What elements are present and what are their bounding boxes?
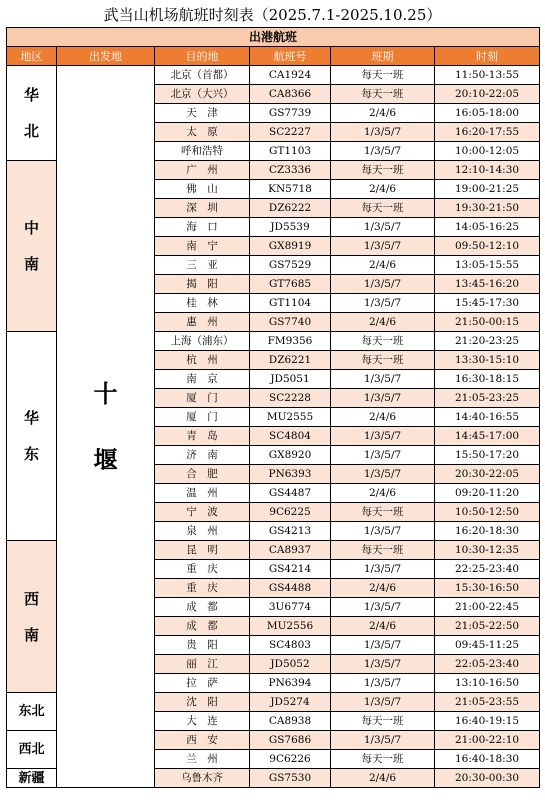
schedule-days-cell: 1/3/5/7 <box>331 218 435 237</box>
destination-cell: 兰 州 <box>155 750 250 769</box>
schedule-days-cell: 1/3/5/7 <box>331 598 435 617</box>
flight-number-cell: CA1924 <box>250 66 331 85</box>
region-cell <box>7 769 57 788</box>
region-cell <box>7 693 57 731</box>
destination-cell: 乌鲁木齐 <box>155 769 250 788</box>
schedule-days-cell: 1/3/5/7 <box>331 427 435 446</box>
region-label: 南 <box>23 255 39 273</box>
destination-cell: 南 京 <box>155 370 250 389</box>
time-cell: 13:10-16:50 <box>435 674 540 693</box>
destination-cell: 沈 阳 <box>155 693 250 712</box>
destination-cell: 泉 州 <box>155 522 250 541</box>
header-schedule-days: 班期 <box>331 47 435 66</box>
time-cell: 16:05-18:00 <box>435 104 540 123</box>
time-cell: 22:05-23:40 <box>435 655 540 674</box>
destination-cell: 温 州 <box>155 484 250 503</box>
flight-number-cell: MU2555 <box>250 408 331 427</box>
flight-number-cell: KN5718 <box>250 180 331 199</box>
time-cell: 15:50-17:20 <box>435 446 540 465</box>
region-cell <box>7 731 57 769</box>
time-cell: 16:40-18:30 <box>435 750 540 769</box>
time-cell: 15:45-17:30 <box>435 294 540 313</box>
time-cell: 09:50-12:10 <box>435 237 540 256</box>
time-cell: 13:45-16:20 <box>435 275 540 294</box>
destination-cell: 厦 门 <box>155 389 250 408</box>
destination-cell: 南 宁 <box>155 237 250 256</box>
flight-number-cell: JD5051 <box>250 370 331 389</box>
destination-cell: 拉 萨 <box>155 674 250 693</box>
schedule-days-cell: 1/3/5/7 <box>331 237 435 256</box>
flight-number-cell: GS7740 <box>250 313 331 332</box>
flight-number-cell: GS7529 <box>250 256 331 275</box>
schedule-days-cell: 2/4/6 <box>331 769 435 788</box>
flight-number-cell: CZ3336 <box>250 161 331 180</box>
time-cell: 22:25-23:40 <box>435 560 540 579</box>
departures-band: 出港航班 <box>7 28 540 47</box>
region-label: 东 <box>23 445 39 463</box>
header-origin: 出发地 <box>57 47 155 66</box>
schedule-days-cell: 2/4/6 <box>331 180 435 199</box>
schedule-days-cell: 1/3/5/7 <box>331 465 435 484</box>
flight-number-cell: GT1104 <box>250 294 331 313</box>
flight-number-cell: GT1103 <box>250 142 331 161</box>
time-cell: 21:50-00:15 <box>435 313 540 332</box>
destination-cell: 北京（首都） <box>155 66 250 85</box>
header-row <box>7 47 540 66</box>
region-cell <box>7 161 57 332</box>
schedule-days-cell: 1/3/5/7 <box>331 522 435 541</box>
flight-number-cell: 9C6225 <box>250 503 331 522</box>
flight-number-cell: CA8937 <box>250 541 331 560</box>
schedule-days-cell: 2/4/6 <box>331 408 435 427</box>
time-cell: 16:20-18:30 <box>435 522 540 541</box>
destination-cell: 西 安 <box>155 731 250 750</box>
flight-number-cell: GS4213 <box>250 522 331 541</box>
destination-cell: 贵 阳 <box>155 636 250 655</box>
destination-cell: 桂 林 <box>155 294 250 313</box>
flight-number-cell: GS4488 <box>250 579 331 598</box>
time-cell: 21:05-23:25 <box>435 389 540 408</box>
schedule-days-cell: 1/3/5/7 <box>331 294 435 313</box>
destination-cell: 广 州 <box>155 161 250 180</box>
header-destination: 目的地 <box>155 47 250 66</box>
page-title: 武当山机场航班时刻表（2025.7.1-2025.10.25） <box>103 6 442 24</box>
destination-cell: 昆 明 <box>155 541 250 560</box>
destination-cell: 宁 波 <box>155 503 250 522</box>
time-cell: 14:45-17:00 <box>435 427 540 446</box>
flight-number-cell: DZ6222 <box>250 199 331 218</box>
flight-number-cell: PN6393 <box>250 465 331 484</box>
schedule-days-cell: 2/4/6 <box>331 579 435 598</box>
origin-cell <box>57 66 155 788</box>
region-cell <box>7 66 57 161</box>
time-cell: 10:50-12:50 <box>435 503 540 522</box>
time-cell: 21:05-23:55 <box>435 693 540 712</box>
schedule-days-cell: 1/3/5/7 <box>331 123 435 142</box>
destination-cell: 北京（大兴） <box>155 85 250 104</box>
region-label: 西北 <box>18 742 45 757</box>
schedule-days-cell: 每天一班 <box>331 351 435 370</box>
destination-cell: 三 亚 <box>155 256 250 275</box>
schedule-days-cell: 每天一班 <box>331 332 435 351</box>
time-cell: 10:30-12:35 <box>435 541 540 560</box>
flight-number-cell: GX8919 <box>250 237 331 256</box>
flight-number-cell: GS4487 <box>250 484 331 503</box>
schedule-days-cell: 2/4/6 <box>331 104 435 123</box>
time-cell: 21:20-23:25 <box>435 332 540 351</box>
region-label: 北 <box>23 122 39 140</box>
destination-cell: 成 都 <box>155 617 250 636</box>
region-label: 华 <box>23 409 39 427</box>
time-cell: 14:40-16:55 <box>435 408 540 427</box>
flight-number-cell: PN6394 <box>250 674 331 693</box>
destination-cell: 青 岛 <box>155 427 250 446</box>
destination-cell: 太 原 <box>155 123 250 142</box>
time-cell: 16:30-18:15 <box>435 370 540 389</box>
flight-number-cell: GX8920 <box>250 446 331 465</box>
schedule-days-cell: 1/3/5/7 <box>331 560 435 579</box>
time-cell: 12:10-14:30 <box>435 161 540 180</box>
flight-number-cell: JD5274 <box>250 693 331 712</box>
time-cell: 10:00-12:05 <box>435 142 540 161</box>
schedule-days-cell: 2/4/6 <box>331 617 435 636</box>
time-cell: 13:30-15:10 <box>435 351 540 370</box>
schedule-days-cell: 每天一班 <box>331 199 435 218</box>
time-cell: 16:40-19:15 <box>435 712 540 731</box>
origin-label: 十 <box>93 378 118 408</box>
schedule-days-cell: 1/3/5/7 <box>331 446 435 465</box>
time-cell: 13:05-15:55 <box>435 256 540 275</box>
destination-cell: 丽 江 <box>155 655 250 674</box>
flight-number-cell: SC4804 <box>250 427 331 446</box>
schedule-days-cell: 2/4/6 <box>331 256 435 275</box>
region-label: 中 <box>23 219 39 237</box>
destination-cell: 大 连 <box>155 712 250 731</box>
destination-cell: 重 庆 <box>155 560 250 579</box>
schedule-days-cell: 每天一班 <box>331 85 435 104</box>
time-cell: 11:50-13:55 <box>435 66 540 85</box>
schedule-days-cell: 每天一班 <box>331 503 435 522</box>
flight-number-cell: GS7530 <box>250 769 331 788</box>
destination-cell: 天 津 <box>155 104 250 123</box>
flight-number-cell: GT7685 <box>250 275 331 294</box>
time-cell: 20:10-22:05 <box>435 85 540 104</box>
region-label: 西 <box>23 589 39 608</box>
flight-number-cell: 9C6226 <box>250 750 331 769</box>
flight-number-cell: SC4803 <box>250 636 331 655</box>
region-label: 新疆 <box>18 770 45 786</box>
schedule-days-cell: 1/3/5/7 <box>331 655 435 674</box>
flight-number-cell: GS4214 <box>250 560 331 579</box>
schedule-days-cell: 1/3/5/7 <box>331 389 435 408</box>
destination-cell: 揭 阳 <box>155 275 250 294</box>
schedule-days-cell: 每天一班 <box>331 66 435 85</box>
schedule-days-cell: 2/4/6 <box>331 484 435 503</box>
flight-number-cell: 3U6774 <box>250 598 331 617</box>
time-cell: 16:20-17:55 <box>435 123 540 142</box>
schedule-days-cell: 2/4/6 <box>331 313 435 332</box>
time-cell: 20:30-00:30 <box>435 769 540 788</box>
region-cell <box>7 332 57 541</box>
flight-number-cell: GS7739 <box>250 104 331 123</box>
schedule-days-cell: 1/3/5/7 <box>331 275 435 294</box>
header-region: 地区 <box>7 47 57 66</box>
flight-number-cell: CA8938 <box>250 712 331 731</box>
time-cell: 09:45-11:25 <box>435 636 540 655</box>
table-row <box>7 66 540 85</box>
time-cell: 15:30-16:50 <box>435 579 540 598</box>
region-label: 南 <box>23 625 39 644</box>
flight-number-cell: MU2556 <box>250 617 331 636</box>
time-cell: 21:05-22:50 <box>435 617 540 636</box>
flight-number-cell: SC2227 <box>250 123 331 142</box>
schedule-days-cell: 1/3/5/7 <box>331 142 435 161</box>
destination-cell: 厦 门 <box>155 408 250 427</box>
flight-number-cell: GS7686 <box>250 731 331 750</box>
region-label: 东北 <box>18 704 45 719</box>
schedule-days-cell: 1/3/5/7 <box>331 636 435 655</box>
time-cell: 19:30-21:50 <box>435 199 540 218</box>
timetable <box>6 27 540 788</box>
destination-cell: 海 口 <box>155 218 250 237</box>
destination-cell: 重 庆 <box>155 579 250 598</box>
header-flight-number: 航班号 <box>250 47 331 66</box>
destination-cell: 惠 州 <box>155 313 250 332</box>
time-cell: 21:00-22:45 <box>435 598 540 617</box>
schedule-days-cell: 每天一班 <box>331 541 435 560</box>
destination-cell: 上海（浦东） <box>155 332 250 351</box>
destination-cell: 杭 州 <box>155 351 250 370</box>
region-cell <box>7 541 57 693</box>
time-cell: 14:05-16:25 <box>435 218 540 237</box>
time-cell: 21:00-22:10 <box>435 731 540 750</box>
flight-number-cell: JD5052 <box>250 655 331 674</box>
timetable-sheet <box>6 27 539 806</box>
flight-number-cell: FM9356 <box>250 332 331 351</box>
schedule-days-cell: 每天一班 <box>331 750 435 769</box>
time-cell: 20:30-22:05 <box>435 465 540 484</box>
schedule-days-cell: 1/3/5/7 <box>331 674 435 693</box>
destination-cell: 成 都 <box>155 598 250 617</box>
region-label: 华 <box>23 86 39 104</box>
flight-number-cell: SC2228 <box>250 389 331 408</box>
flight-number-cell: DZ6221 <box>250 351 331 370</box>
schedule-days-cell: 1/3/5/7 <box>331 370 435 389</box>
destination-cell: 佛 山 <box>155 180 250 199</box>
destination-cell: 深 圳 <box>155 199 250 218</box>
origin-label: 堰 <box>93 444 118 474</box>
flight-number-cell: CA8366 <box>250 85 331 104</box>
destination-cell: 济 南 <box>155 446 250 465</box>
destination-cell: 呼和浩特 <box>155 142 250 161</box>
schedule-days-cell: 每天一班 <box>331 161 435 180</box>
destination-cell: 合 肥 <box>155 465 250 484</box>
schedule-days-cell: 1/3/5/7 <box>331 731 435 750</box>
header-time: 时刻 <box>435 47 540 66</box>
schedule-days-cell: 1/3/5/7 <box>331 693 435 712</box>
flight-number-cell: JD5539 <box>250 218 331 237</box>
time-cell: 09:20-11:20 <box>435 484 540 503</box>
time-cell: 19:00-21:25 <box>435 180 540 199</box>
schedule-days-cell: 每天一班 <box>331 712 435 731</box>
